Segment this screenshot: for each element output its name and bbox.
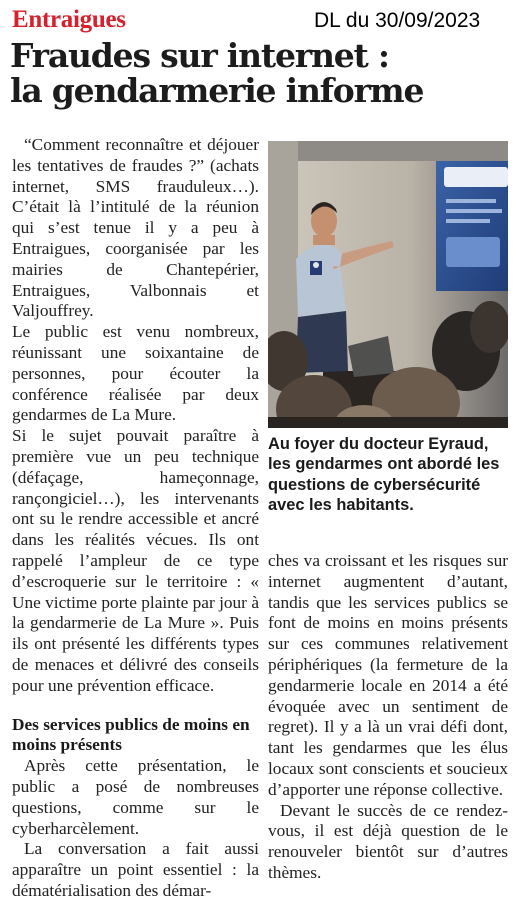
paragraph: ches va croissant et les risques sur internet augmentent d’autant, tandis que les services publics se font de moins en moins présents sur ces communes relativement périphériques (la fermeture de la gendarmerie locale en 2014 a été évoquée avec un sentiment de regret). Il y a là un vrai défi dont, tant les gendarmes que les élus locaux sont conscients et soucieux d’apporter une réponse collective. [268, 551, 508, 799]
publication-source: DL du 30/09/2023 [314, 9, 481, 32]
article-column-right [268, 551, 508, 884]
section-label: Entraigues [12, 6, 126, 33]
headline-line-2: la gendarmerie informe [10, 71, 424, 110]
paragraph: Devant le succès de ce rendez-vous, il est déjà question de le renouveler bientôt sur d’autres thèmes. [268, 800, 508, 882]
headline-line-1: Fraudes sur internet : [10, 36, 389, 75]
photo-caption: Au foyer du docteur Eyraud, les gendarmes ont abordé les questions de cybersécurité avec les habitants. [268, 435, 500, 515]
paragraph: La conversation a fait aussi apparaître un point essentiel : la dématérialisation des démar- [12, 839, 259, 900]
article-column-left [12, 135, 259, 902]
subheading: Des services publics de moins en moins présents [12, 714, 250, 755]
paragraph: “Comment reconnaître et déjouer les tentatives de fraudes ?” (achats internet, SMS frauduleux…). C’était là l’intitulé de la réunion qui s’est tenue il y a peu à Entraigues, coorganisée par les mairies de Chantepérier, Entraigues, Valbonnais et Valjouffrey. [12, 135, 259, 321]
gendarme-presentation-illustration [268, 141, 508, 428]
headline [10, 38, 510, 108]
paragraph: Le public est venu nombreux, réunissant une soixantaine de personnes, pour écouter la conférence réalisée par deux gendarmes de La Mure. [12, 322, 259, 425]
paragraph: Si le sujet pouvait paraître à première vue un peu technique (défaçage, hameçonnage, rançongiciel…), les intervenants ont su le rendre accessible et ancré dans les réalités vécues. Ils ont rappelé l’ampleur de ce type d’escroquerie sur le territoire : « Une victime porte plainte par jour à la gendarmerie de La Mure ». Puis ils ont présenté les différents types de menaces et délivré des conseils pour une prévention efficace. [12, 426, 259, 695]
paragraph: Après cette présentation, le public a posé de nombreuses questions, comme sur le cyberharcèlement. [12, 756, 259, 838]
article-photo [268, 141, 508, 428]
